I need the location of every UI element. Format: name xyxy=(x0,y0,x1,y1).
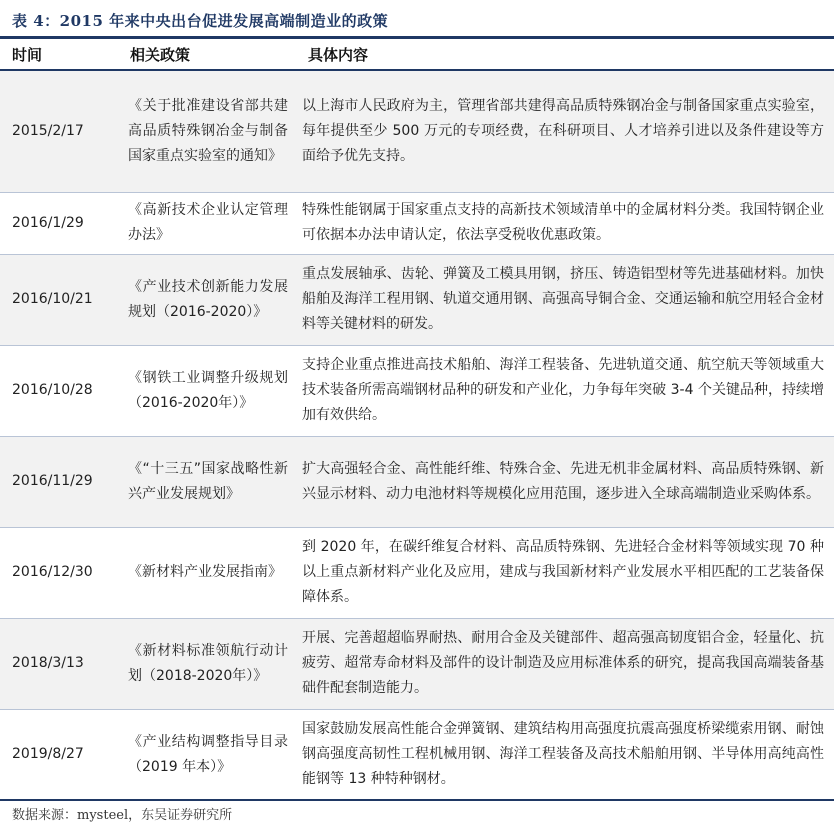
row-policy: 《钢铁工业调整升级规划（2016-2020年）》 xyxy=(128,369,288,411)
header-policy: 相关政策 xyxy=(118,39,296,70)
row-policy: 《产业结构调整指导目录（2019 年本）》 xyxy=(128,733,288,775)
header-content: 具体内容 xyxy=(296,39,834,70)
row-date: 2016/1/29 xyxy=(0,192,118,254)
row-content: 支持企业重点推进高技术船舶、海洋工程装备、先进轨道交通、航空航天等领域重大技术装备所需高端钢材品种的研发和产业化，力争每年突破 3-4 个关键品种，持续增加有效供给。 xyxy=(302,357,824,423)
row-date: 2016/11/29 xyxy=(0,436,118,527)
table-row xyxy=(0,254,834,345)
row-content: 到 2020 年，在碳纤维复合材料、高品质特殊钢、先进轻合金材料等领域实现 70 种以上重点新材料产业化及应用，建成与我国新材料产业发展水平相匹配的工艺装备保障体系。 xyxy=(302,539,824,605)
row-content: 国家鼓励发展高性能合金弹簧钢、建筑结构用高强度抗震高强度桥梁缆索用钢、耐蚀钢高强度高韧性工程机械用钢、海洋工程装备及高技术船舶用钢、半导体用高纯高性能钢等 13 种特种钢材。 xyxy=(302,721,824,787)
table-row xyxy=(0,527,834,618)
data-source-note: 数据来源：mysteel，东吴证券研究所 xyxy=(12,808,233,823)
policy-table xyxy=(0,39,834,801)
row-policy: 《新材料产业发展指南》 xyxy=(128,564,282,580)
row-content: 特殊性能钢属于国家重点支持的高新技术领域清单中的金属材料分类。我国特钢企业可依据本办法申请认定，依法享受税收优惠政策。 xyxy=(302,202,824,243)
table-row xyxy=(0,618,834,709)
row-content: 重点发展轴承、齿轮、弹簧及工模具用钢，挤压、铸造铝型材等先进基础材料。加快船舶及海洋工程用钢、轨道交通用钢、高强高导铜合金、交通运输和航空用轻合金材料等关键材料的研发。 xyxy=(302,266,824,332)
row-date: 2015/2/17 xyxy=(0,70,118,192)
row-policy: 《“十三五”国家战略性新兴产业发展规划》 xyxy=(128,460,288,502)
row-content: 扩大高强轻合金、高性能纤维、特殊合金、先进无机非金属材料、高品质特殊钢、新兴显示材料、动力电池材料等规模化应用范围，逐步进入全球高端制造业采购体系。 xyxy=(302,460,824,502)
header-time: 时间 xyxy=(0,39,118,70)
row-date: 2019/8/27 xyxy=(0,709,118,800)
table-row xyxy=(0,709,834,800)
row-policy: 《新材料标准领航行动计划（2018-2020年）》 xyxy=(128,642,288,684)
bottom-rule xyxy=(0,799,834,801)
header-row xyxy=(0,39,834,70)
row-date: 2018/3/13 xyxy=(0,618,118,709)
row-content: 以上海市人民政府为主，管理省部共建得高品质特殊钢冶金与制备国家重点实验室，每年提供至少 500 万元的专项经费，在科研项目、人才培养引进以及条件建设等方面给予优先支持。 xyxy=(302,97,824,164)
table-row xyxy=(0,436,834,527)
row-content: 开展、完善超超临界耐热、耐用合金及关键部件、超高强高韧度铝合金，轻量化、抗疲劳、超常寿命材料及部件的设计制造及应用标准体系的研究，提高我国高端装备基础件配套制造能力。 xyxy=(302,630,824,696)
table-row xyxy=(0,70,834,192)
table-row xyxy=(0,345,834,436)
table-title: 表 4：2015 年来中央出台促进发展高端制造业的政策 xyxy=(12,12,389,30)
row-date: 2016/10/28 xyxy=(0,345,118,436)
row-policy: 《关于批准建设省部共建高品质特殊钢冶金与制备国家重点实验室的通知》 xyxy=(128,97,288,164)
table-row xyxy=(0,192,834,254)
row-date: 2016/12/30 xyxy=(0,527,118,618)
row-date: 2016/10/21 xyxy=(0,254,118,345)
row-policy: 《产业技术创新能力发展规划（2016-2020）》 xyxy=(128,278,288,320)
row-policy: 《高新技术企业认定管理办法》 xyxy=(128,202,288,243)
